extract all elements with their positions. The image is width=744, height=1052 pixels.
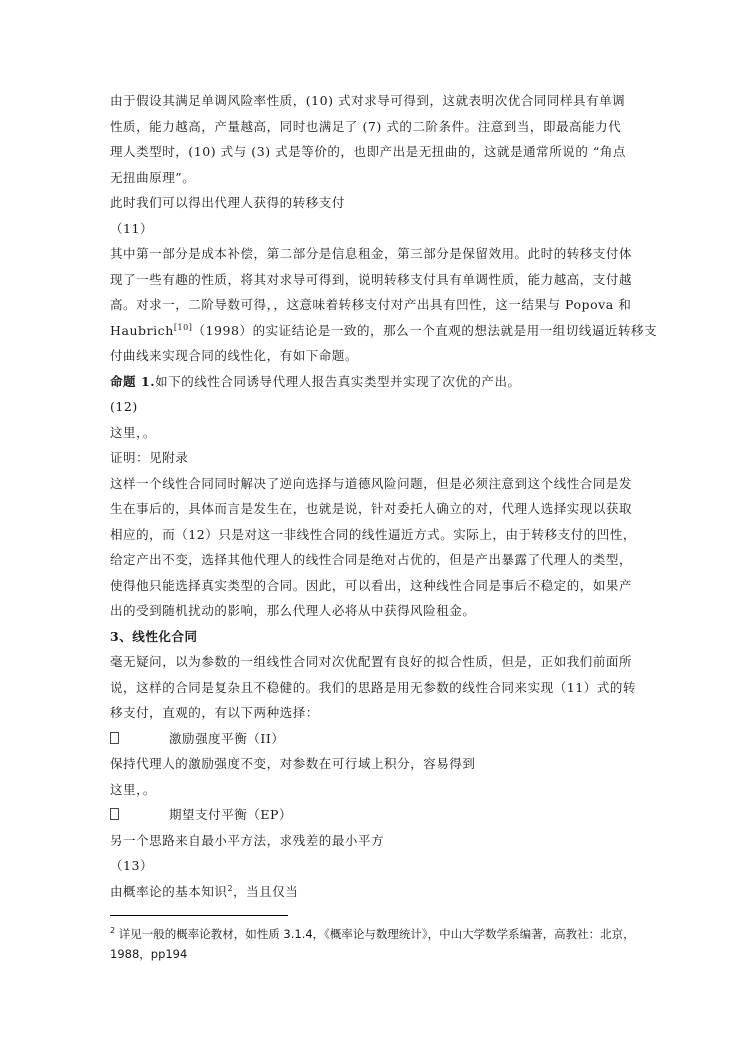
paragraph-line: 此时我们可以得出代理人获得的转移支付 [110,195,345,210]
proposition-label: 命题 1. [110,373,156,389]
paragraph-line: 无扭曲原理”。 [110,169,196,185]
footnote-line: 1988，pp194 [110,947,188,961]
paragraph-line: 这样一个线性合同同时解决了逆向选择与道德风险问题，但是必须注意到这个线性合同是发 [110,475,633,491]
checkbox-glyph-icon [110,732,119,744]
paragraph-line: 出的受到随机扰动的影响，那么代理人必将从中获得风险租金。 [110,603,476,618]
paragraph-line [110,879,638,905]
footnote-mark: 2 [110,926,116,936]
paragraph-text: 由概率论的基本知识 [110,883,228,899]
footnote-text: 详见一般的概率论教材，如性质 3.1.4，《概率论与数理统计》，中山大学数学系编著，高教社：北京， [118,927,635,941]
paragraph-line: 付曲线来实现合同的线性化，有如下命题。 [110,348,358,363]
equation-number-12: (12) [110,399,138,414]
proposition-text: 如下的线性合同诱导代理人报告真实类型并实现了次优的产出。 [155,373,521,389]
paragraph-line: 由于假设其满足单调风险率性质，(10) 式对求导可得到，这就表明次优合同同样具有单调 [110,93,626,108]
citation-author: Haubrich [110,322,174,338]
paragraph-line: 这里，。 [110,781,156,797]
equation-number-13: （13） [110,858,154,873]
footnote-divider [110,915,288,916]
proof-line: 证明：见附录 [110,450,189,465]
section-heading: 3、线性化合同 [110,628,198,644]
proposition [110,369,638,395]
paragraph-line: 移支付，直观的，有以下两种选择： [110,705,319,720]
paragraph-line: 现了一些有趣的性质，将其对求导可得到，说明转移支付具有单调性质，能力越高，支付越 [110,271,633,287]
paragraph-line: 另一个思路来自最小平方法，求残差的最小平方 [110,832,385,848]
paragraph-line: 这里，。 [110,424,156,440]
paragraph-line: 生在事后的，具体而言是发生在，也就是说，针对委托人确立的对，代理人选择实现以获取 [110,501,633,516]
paragraph-line: 其中第一部分是成本补偿，第二部分是信息租金，第三部分是保留效用。此时的转移支付体 [110,246,633,261]
paragraph-line: 相应的，而（12）只是对这一非线性合同的线性逼近方式。实际上，由于转移支付的凹性， [110,526,636,542]
paragraph-text: ，当且仅当 [233,883,299,899]
option-label: 期望支付平衡（EP） [169,807,293,822]
option-label: 激励强度平衡（II） [169,730,285,746]
equation-number-11: （11） [110,220,154,236]
paragraph-line [110,318,658,344]
footnote-line [110,924,650,944]
citation-ref: [10] [173,322,193,332]
paragraph-line: 理人类型时，(10) 式与 (3) 式是等价的，也即产出是无扭曲的，这就是通常所说的 “角点 [110,144,626,159]
footnote [110,924,650,964]
option-item [110,726,638,752]
paragraph-line: 毫无疑问，以为参数的一组线性合同对次优配置有良好的拟合性质，但是，正如我们前面所 [110,654,633,669]
option-item [110,802,638,828]
paragraph-line: 高。对求一，二阶导数可得，，这意味着转移支付对产出具有凹性，这一结果与 Popova 和 [110,297,632,312]
body-text [110,88,658,904]
paragraph-line: 说，这样的合同是复杂且不稳健的。我们的思路是用无参数的线性合同来实现（11）式的转 [110,679,636,695]
checkbox-glyph-icon [110,808,119,820]
paragraph-line: 给定产出不变，选择其他代理人的线性合同是绝对占优的，但是产出暴露了代理人的类型， [110,552,633,567]
paragraph-line: 性质，能力越高，产量越高，同时也满足了 (7) 式的二阶条件。注意到当，即最高能力代 [110,118,622,134]
paragraph-line: 使得他只能选择真实类型的合同。因此，可以看出，这种线性合同是事后不稳定的，如果产 [110,577,633,593]
paragraph-line: 保持代理人的激励强度不变，对参数在可行域上积分，容易得到 [110,756,476,771]
footnote-ref: 2 [227,883,234,893]
paragraph-text: （1998）的实证结论是一致的，那么一个直观的想法就是用一组切线逼近转移支 [192,322,658,338]
